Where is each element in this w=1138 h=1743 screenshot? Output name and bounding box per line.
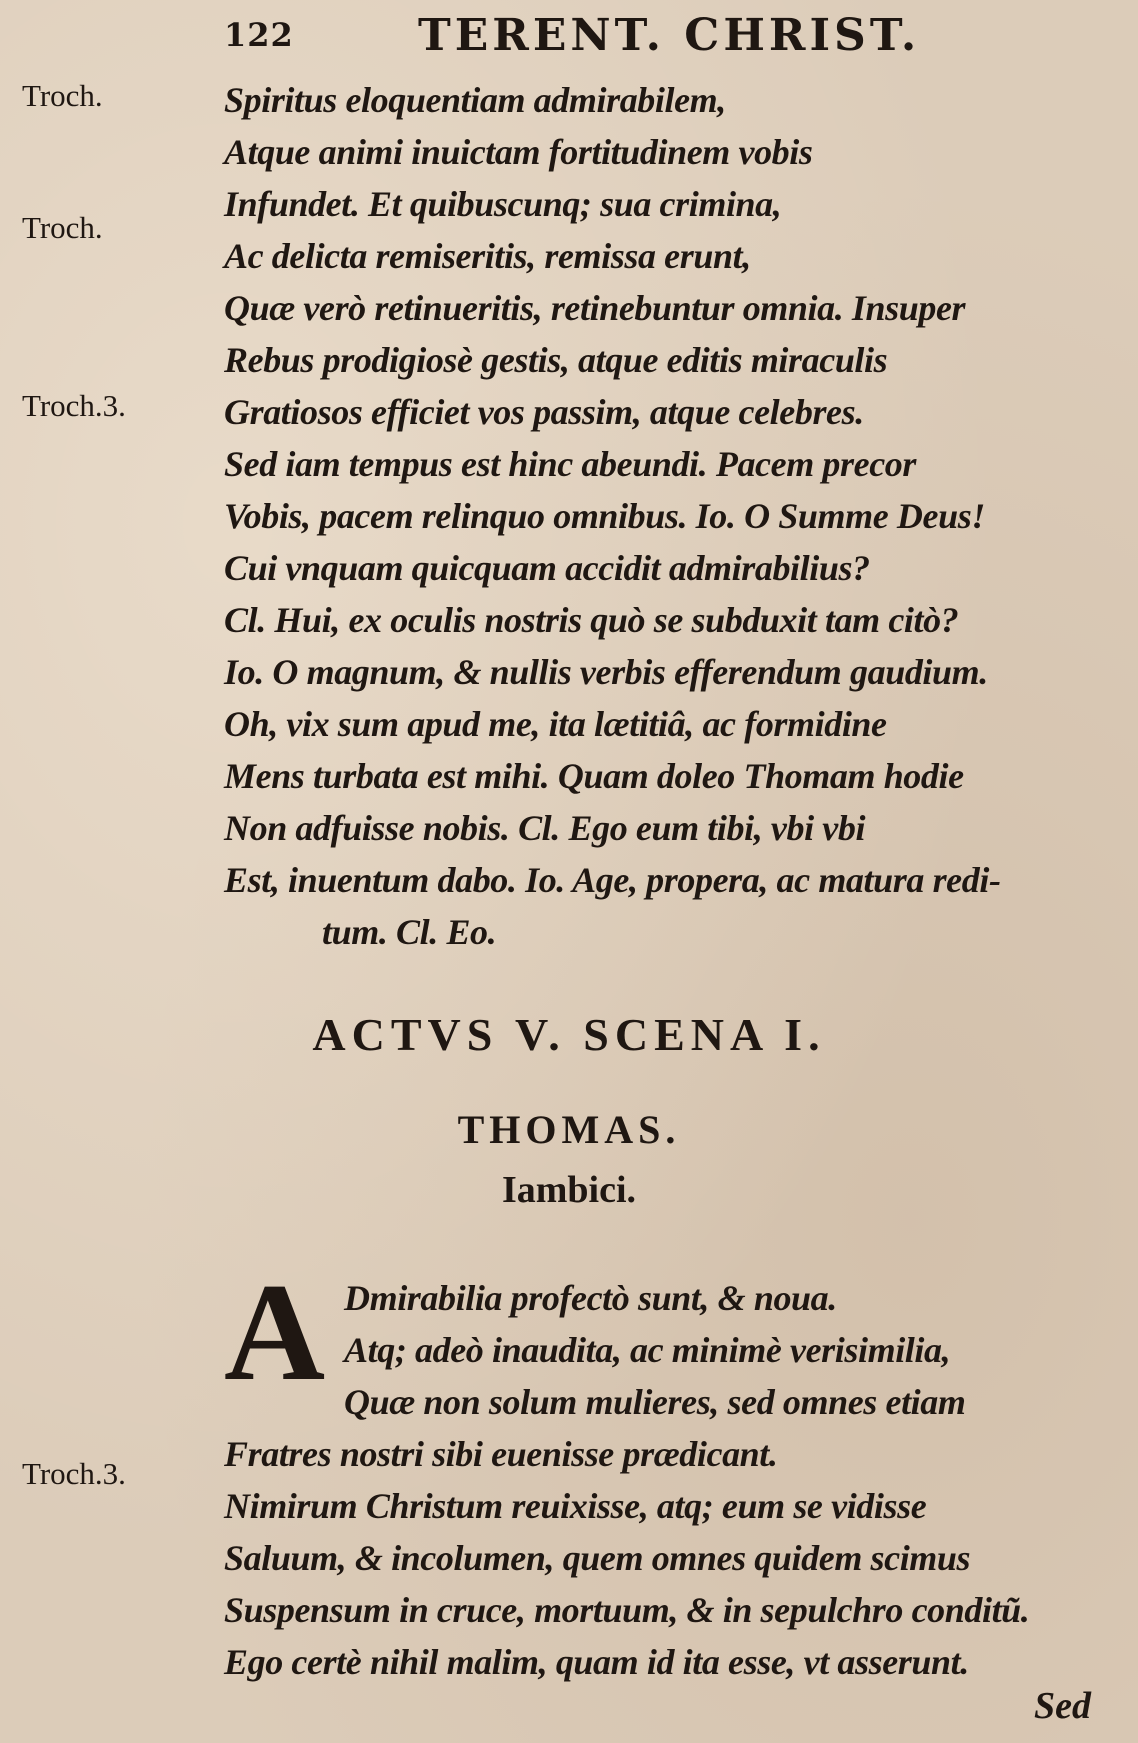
margin-note: Troch.3. [22,1456,126,1491]
running-head: TERENT. CHRIST. [418,10,921,61]
verse-line: Sed iam tempus est hinc abeundi. Pacem precor [224,444,916,484]
verse-line: Rebus prodigiosè gestis, atque editis miraculis [224,340,888,380]
verse-line: Oh, vix sum apud me, ita lætitiâ, ac formidine [224,704,887,744]
margin-note: Troch.3. [22,388,126,423]
verse-line: Dmirabilia profectò sunt, & noua. [344,1278,837,1318]
verse-line: Fratres nostri sibi euenisse prædicant. [224,1434,778,1474]
verse-line: Nimirum Christum reuixisse, atq; eum se vidisse [224,1486,927,1526]
verse-line: Est, inuentum dabo. Io. Age, propera, ac matura redi- [224,860,1001,900]
verse-line: Cui vnquam quicquam accidit admirabilius? [224,548,870,588]
margin-note: Troch. [22,78,103,113]
verse-line: Gratiosos efficiet vos passim, atque celebres. [224,392,864,432]
verse-line: Mens turbata est mihi. Quam doleo Thomam hodie [224,756,964,796]
verse-line: Ac delicta remiseritis, remissa erunt, [224,236,751,276]
verse-line: tum. Cl. Eo. [322,912,497,952]
verse-line: Non adfuisse nobis. Cl. Ego eum tibi, vbi vbi [224,808,866,848]
verse-line: Ego certè nihil malim, quam id ita esse, vt asserunt. [224,1642,969,1682]
verse-line: Saluum, & incolumen, quem omnes quidem scimus [224,1538,971,1578]
verse-line: Vobis, pacem relinquo omnibus. Io. O Summe Deus! [224,496,985,536]
verse-line: Quæ non solum mulieres, sed omnes etiam [344,1382,966,1422]
verse-line: Cl. Hui, ex oculis nostris quò se subduxit tam citò? [224,600,959,640]
verse-line: Suspensum in cruce, mortuum, & in sepulchro conditũ. [224,1590,1030,1630]
margin-note: Troch. [22,210,103,245]
verse-line: Io. O magnum, & nullis verbis efferendum gaudium. [224,652,988,692]
verse-line: Quæ verò retinueritis, retinebuntur omnia. Insuper [224,288,966,328]
act-heading: ACTVS V. SCENA I. [312,1009,826,1060]
verse-line: Atq; adeò inaudita, ac minimè verisimilia, [344,1330,951,1370]
catchword: Sed [1034,1685,1091,1727]
character-name: THOMAS. [457,1107,681,1152]
drop-cap: A [224,1255,326,1410]
verse-line: Infundet. Et quibuscunq; sua crimina, [224,184,782,224]
verse-line: Spiritus eloquentiam admirabilem, [224,80,726,120]
page-number: 122 [224,16,294,54]
meter-label: Iambici. [501,1169,637,1211]
verse-line: Atque animi inuictam fortitudinem vobis [224,132,813,172]
